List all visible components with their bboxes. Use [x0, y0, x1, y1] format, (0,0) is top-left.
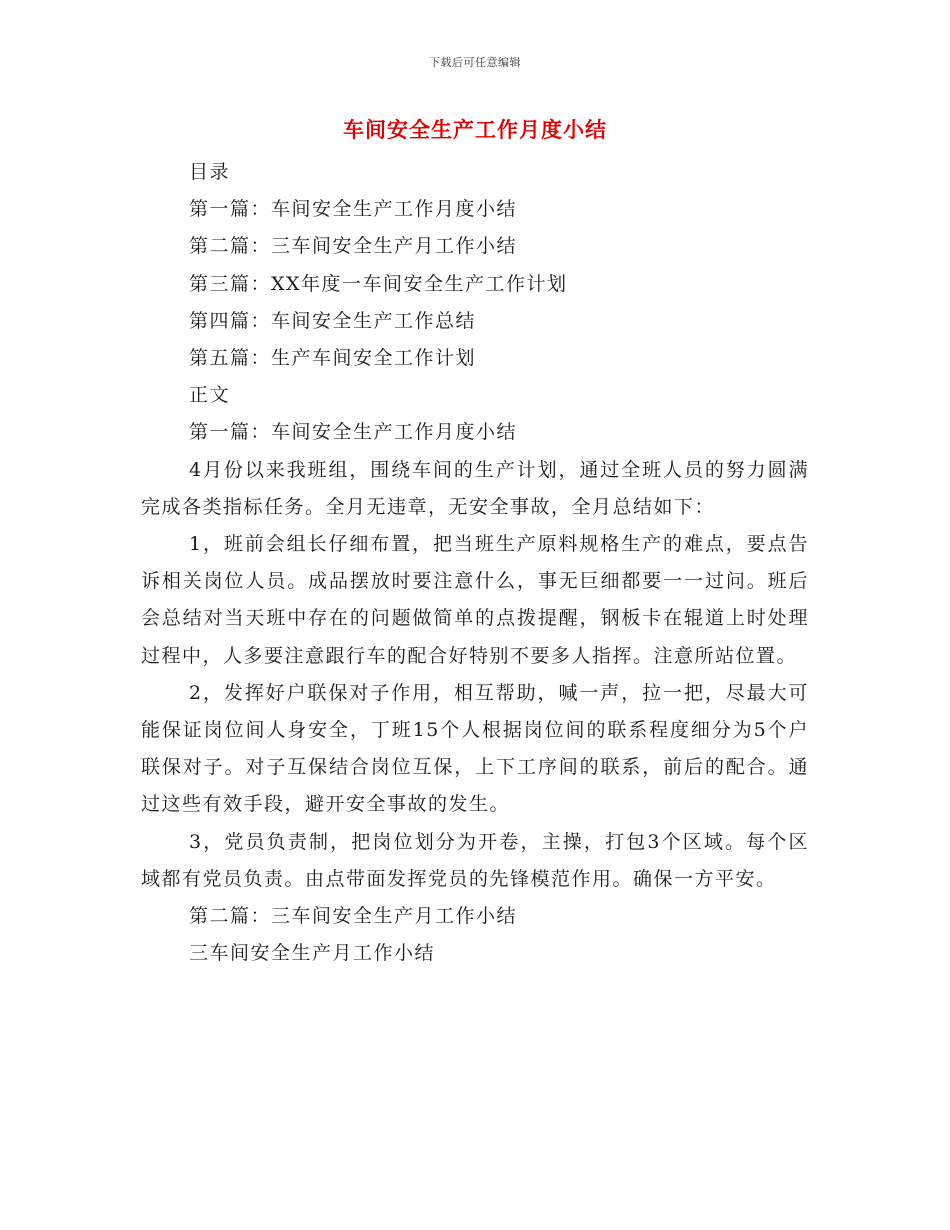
document-title: 车间安全生产工作月度小结 [343, 118, 607, 142]
toc-label: 目录 [189, 161, 231, 183]
toc-item-4: 第四篇：车间安全生产工作总结 [189, 309, 477, 332]
toc-item-1: 第一篇：车间安全生产工作月度小结 [189, 198, 518, 221]
header-note: 下载后可任意编辑 [429, 56, 521, 69]
section-2-subtitle: 三车间安全生产月工作小结 [189, 942, 436, 965]
paragraph-intro: 4月份以来我班组，围绕车间的生产计划，通过全班人员的努力圆满完成各类指标任务。全月无违章，无安全事故，全月总结如下： [141, 458, 809, 518]
body-label: 正文 [189, 384, 231, 407]
section-1-heading: 第一篇：车间安全生产工作月度小结 [189, 421, 518, 444]
document-body [141, 154, 809, 972]
section-2-heading: 第二篇：三车间安全生产月工作小结 [189, 905, 518, 928]
paragraph-item-1: 1，班前会组长仔细布置，把当班生产原料规格生产的难点，要点告诉相关岗位人员。成品摆放时要注意什么，事无巨细都要一一过问。班后会总结对当天班中存在的问题做简单的点拨提醒，钢板卡在辊道上时处理过程中，人多要注意跟行车的配合好特别不要多人指挥。注意所站位置。 [141, 533, 809, 667]
toc-item-5: 第五篇：生产车间安全工作计划 [189, 347, 477, 370]
paragraph-item-3: 3，党员负责制，把岗位划分为开卷，主操，打包3个区域。每个区域都有党员负责。由点带面发挥党员的先锋模范作用。确保一方平安。 [141, 830, 809, 890]
paragraph-item-2: 2，发挥好户联保对子作用，相互帮助，喊一声，拉一把，尽最大可能保证岗位间人身安全，丁班15个人根据岗位间的联系程度细分为5个户联保对子。对子互保结合岗位互保，上下工序间的联系，前后的配合。通过这些有效手段，避开安全事故的发生。 [141, 681, 809, 816]
toc-item-2: 第二篇：三车间安全生产月工作小结 [189, 235, 518, 258]
toc-item-3: 第三篇：XX年度一车间安全生产工作计划 [189, 272, 568, 295]
